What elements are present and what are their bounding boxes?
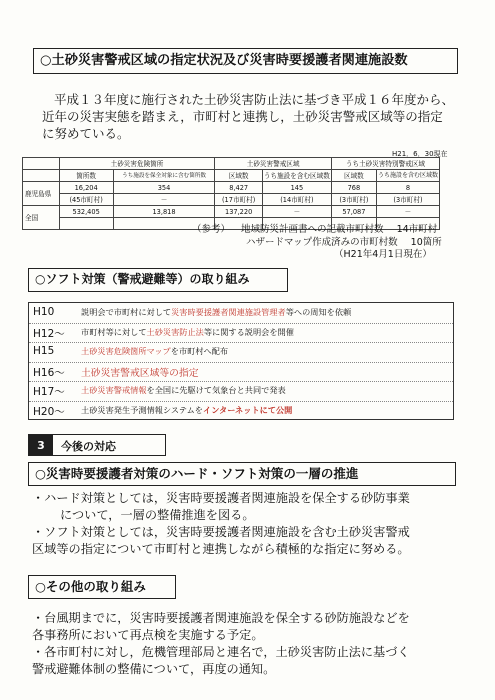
- table-cell: 8: [376, 182, 439, 194]
- row-label: 鹿児島県: [23, 182, 60, 206]
- body-line: 警戒避難体制の整備について，再度の通知。: [32, 662, 276, 676]
- item-text-post: 等への周知を依頼: [285, 307, 352, 317]
- item-year: H20～: [33, 405, 65, 418]
- table-cell: 354: [113, 182, 215, 194]
- col-header: 区域数: [215, 170, 263, 182]
- table-cell: 16,204: [59, 182, 113, 194]
- note-line: [192, 237, 442, 250]
- item-text: [81, 405, 292, 416]
- table-cell: 768: [331, 182, 376, 194]
- note-value: 10箇所: [410, 236, 442, 248]
- item-text-highlight: 災害時要援護者関連施設管理者: [171, 307, 286, 317]
- note-line: [192, 224, 442, 237]
- note-label: ハザードマップ作成済みの市町村数: [246, 236, 398, 248]
- list-item: [29, 362, 453, 382]
- item-text-highlight: 土砂災害警戒情報: [81, 385, 147, 395]
- col-header: うち施設を含む区域数: [263, 171, 330, 180]
- item-text-post: を市町村へ配布: [170, 346, 229, 356]
- body-line: ・ソフト対策としては，災害時要援護者関連施設を含む土砂災害警戒: [32, 525, 410, 539]
- item-text-pre: 市町村等に対して: [81, 326, 147, 337]
- item-year: H17～: [33, 386, 65, 398]
- other-title: ○その他の取り組み: [35, 579, 146, 594]
- table-cell: (14市町村): [262, 194, 331, 206]
- other-header: [28, 575, 176, 599]
- intro-line: に努めている。: [42, 126, 130, 141]
- item-text: [81, 327, 294, 338]
- item-year: H16～: [33, 366, 65, 379]
- item-year: H10: [33, 306, 55, 318]
- section-header-box: [33, 48, 458, 74]
- table-cell: 13,818: [113, 206, 215, 218]
- table-cell: 57,087: [331, 206, 376, 218]
- table-row: [23, 206, 440, 218]
- col-header: うち施設を保全対象に含む箇所数: [113, 170, 215, 182]
- list-item: [29, 303, 453, 323]
- item-text-pre: 説明会で市町村に対して: [81, 307, 172, 317]
- item-text: [81, 385, 286, 396]
- body-line: ・各市町村に対し，危機管理部局と連名で，土砂災害防止法に基づく: [32, 645, 410, 659]
- table-cell: 145: [262, 182, 331, 194]
- table-cell: －: [376, 206, 439, 218]
- body-line: 区域等の指定について市町村と連携しながら積極的な指定に努める。: [32, 542, 410, 556]
- hardsoft-header: [28, 462, 456, 486]
- intro-line: 平成１３年度に施行された土砂災害防止法に基づき平成１６年度から、: [54, 92, 455, 107]
- table-cell: (17市町村): [215, 194, 263, 206]
- note-value: 14市町村: [396, 224, 438, 235]
- table-cell: 8,427: [215, 182, 263, 194]
- section-3-heading: [28, 434, 166, 456]
- item-text: [81, 307, 351, 318]
- item-text-highlight: インターネットにて公開: [203, 404, 293, 415]
- intro-line: 近年の災害実態を踏まえ，市町村と連携し，土砂災害警戒区域等の指定: [42, 109, 443, 124]
- hardsoft-body: [32, 490, 410, 558]
- table-cell: (3市町村): [376, 194, 439, 206]
- item-text-post: を全国に先駆けて気象台と共同で発表: [146, 385, 286, 395]
- note-ref: （参考）: [192, 224, 231, 235]
- table-row: [23, 194, 440, 206]
- col-header: 区域数: [331, 170, 376, 182]
- soft-measures-title: ○ソフト対策（警戒避難等）の取り組み: [35, 272, 250, 286]
- soft-measures-header: [28, 268, 288, 292]
- col-group-header: うち土砂災害特別警戒区域: [331, 158, 439, 170]
- col-group-header: 土砂災害危険箇所: [59, 158, 215, 170]
- table-corner: [23, 158, 60, 170]
- reference-notes: [192, 224, 442, 262]
- item-year: H12～: [33, 327, 65, 340]
- list-item: [29, 401, 453, 421]
- body-line: 各事務所において再点検を実施する予定。: [32, 628, 264, 642]
- body-line: について，一層の整備推進を図る。: [60, 508, 255, 522]
- table-cell: (3市町村): [331, 194, 376, 206]
- hardsoft-title: ○災害時要援護者対策のハード・ソフト対策の一層の推進: [35, 466, 359, 481]
- item-year: H15: [33, 345, 55, 357]
- table-cell: [59, 218, 113, 230]
- list-item: [29, 381, 453, 401]
- item-text-highlight: 土砂災害危険箇所マップ: [81, 346, 171, 356]
- table-cell: 532,405: [59, 206, 113, 218]
- note-date: （H21年4月1日現在）: [334, 249, 432, 260]
- section-title: ○土砂災害警戒区域の指定状況及び災害時要援護者関連施設数: [40, 53, 408, 68]
- item-text: [81, 365, 199, 379]
- designation-table: [22, 157, 440, 230]
- item-text-highlight: 土砂災害警戒区域等の指定: [81, 367, 199, 379]
- table-date: H21．6．30現在: [392, 150, 448, 158]
- table-row: [23, 182, 440, 194]
- table-cell: (45市町村): [59, 194, 113, 206]
- table-cell: －: [262, 206, 331, 218]
- item-text-pre: 土砂災害発生予測情報システムを: [81, 404, 203, 415]
- table-corner: [23, 170, 60, 182]
- body-line: ・台風期までに，災害時要援護者関連施設を保全する砂防施設などを: [32, 611, 410, 625]
- soft-measures-list: [28, 302, 454, 420]
- other-body: [32, 610, 410, 678]
- section-number: 3: [29, 435, 53, 455]
- note-label: 地域防災計画書への記載市町村数: [241, 224, 384, 235]
- item-text-post: 等に関する説明会を開催: [203, 326, 294, 337]
- col-header: 箇所数: [59, 170, 113, 182]
- col-header: うち施設を含む区域数: [376, 170, 439, 182]
- list-item: [29, 342, 453, 362]
- item-text-highlight: 土砂災害防止法: [146, 326, 204, 337]
- section-label: 今後の対応: [61, 440, 116, 453]
- note-line: [192, 249, 442, 262]
- item-text: [81, 346, 228, 357]
- list-item: [29, 323, 453, 343]
- col-group-header: 土砂災害警戒区域: [215, 158, 331, 170]
- intro-paragraph: [42, 91, 482, 142]
- table-cell: 137,220: [215, 206, 263, 218]
- body-line: ・ハード対策としては，災害時要援護者関連施設を保全する砂防事業: [32, 491, 410, 505]
- row-label: 全国: [23, 206, 60, 230]
- table-cell: －: [113, 194, 215, 206]
